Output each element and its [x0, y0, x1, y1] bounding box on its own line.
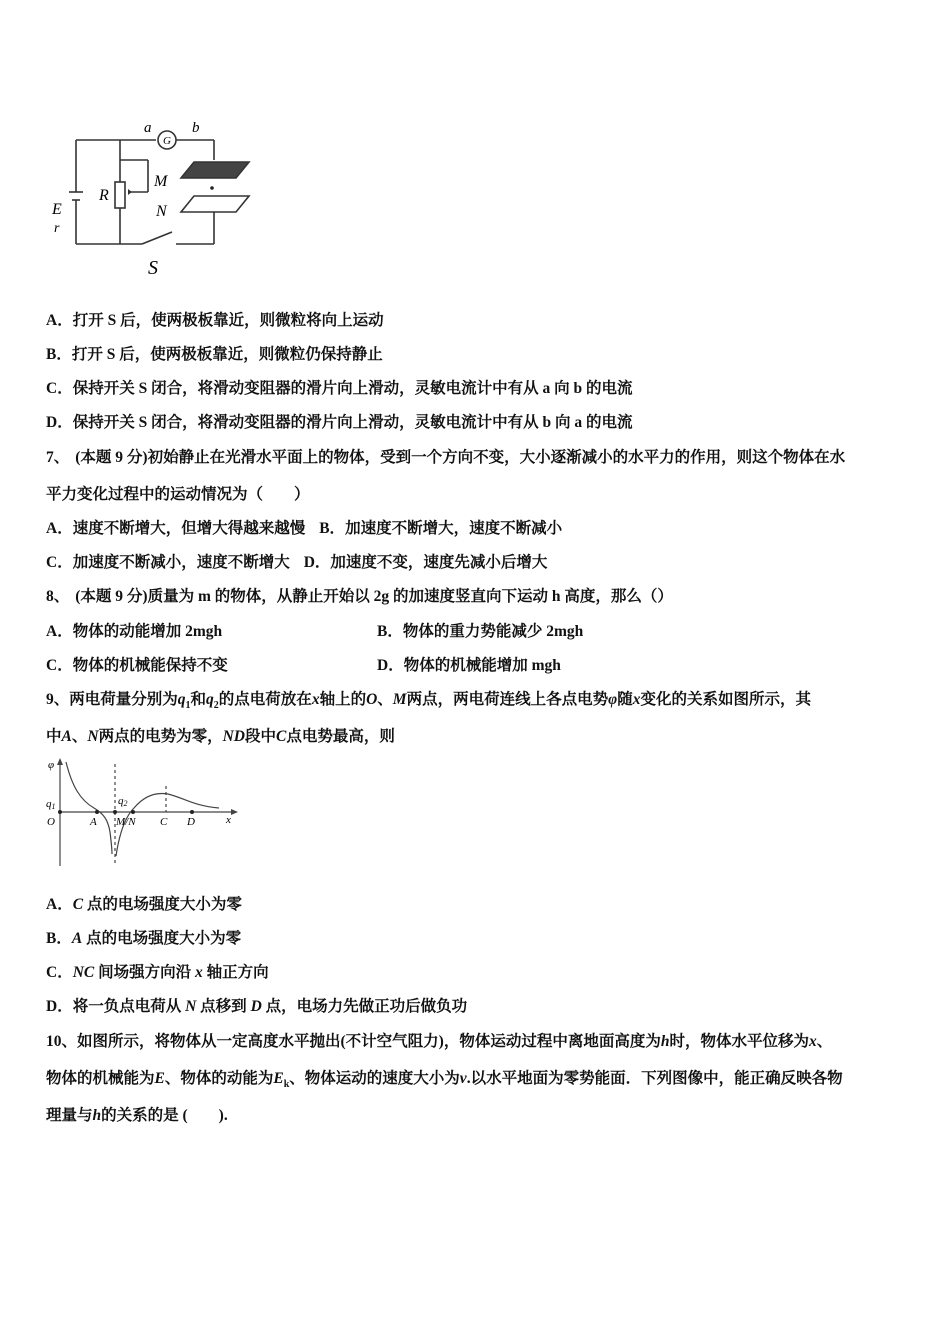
q6-option-d: D．保持开关 S 闭合，将滑动变阻器的滑片向上滑动，灵敏电流计中有从 b 向 a 的电流	[46, 414, 633, 431]
plate-n-label: N	[156, 203, 167, 220]
q2-label: q2	[118, 795, 128, 808]
point-c-label: C	[160, 816, 168, 828]
plate-m-label: M	[154, 173, 168, 190]
node-b-label: b	[192, 120, 200, 136]
q8-options-cd: C．物体的机械能保持不变 D．物体的机械能增加 mgh	[46, 657, 561, 674]
q7-options-cd: C．加速度不断减小，速度不断增大 D．加速度不变，速度先减小后增大	[46, 554, 548, 571]
q10-stem-line2: 物体的机械能为E、物体的动能为$E_k$、物体运动的速度大小为v.以水平地面为零势能面．下列图像中，能正确反映各物	[46, 1070, 843, 1091]
point-mn-label: M/N	[116, 816, 136, 828]
potential-graph	[44, 756, 244, 870]
point-d-label: D	[187, 816, 195, 828]
q6-option-a: A．打开 S 后，使两极板靠近，则微粒将向上运动	[46, 312, 384, 329]
point-a-label: A	[90, 816, 97, 828]
curve-left	[66, 762, 112, 854]
q8-options-ab: A．物体的动能增加 2mgh B．物体的重力势能减少 2mgh	[46, 623, 584, 640]
q6-option-b: B．打开 S 后，使两极板靠近，则微粒仍保持静止	[46, 346, 383, 363]
internal-resistance-label: r	[54, 221, 60, 236]
q7-stem-line2: 平力变化过程中的运动情况为（ ）	[46, 486, 310, 503]
q9-option-c: C．NC 间场强方向沿 x 轴正方向	[46, 964, 269, 981]
x-axis-label: x	[226, 814, 231, 826]
q10-stem-line1: 10、如图所示，将物体从一定高度水平抛出(不计空气阻力)，物体运动过程中离地面高度为h时，物体水平位移为x、	[46, 1033, 833, 1050]
q10-stem-line3: 理量与h的关系的是 ( ).	[46, 1107, 228, 1124]
q7-options-ab: A．速度不断增大，但增大得越来越慢 B．加速度不断增大，速度不断减小	[46, 520, 563, 537]
q9-stem-line1: 9、两电荷量分别为$q_1$和$q_2$的点电荷放在x轴上的O、M两点，两电荷连线上各点电势φ随x变化的关系如图所示，其	[46, 691, 811, 712]
circuit-diagram	[44, 112, 264, 280]
q8-stem: 8、 (本题 9 分)质量为 m 的物体，从静止开始以 2g 的加速度竖直向下运动 h 高度，那么（）	[46, 588, 673, 605]
q9-stem-line2: 中A、N两点的电势为零，ND段中C点电势最高，则	[46, 728, 395, 745]
node-a-label: a	[144, 120, 152, 136]
origin-label: O	[47, 816, 55, 828]
q9-option-a: A．C 点的电场强度大小为零	[46, 896, 242, 913]
switch-label: S	[148, 257, 158, 279]
phi-axis-label: φ	[48, 759, 55, 771]
emf-label: E	[52, 201, 62, 218]
q7-stem-line1: 7、 (本题 9 分)初始静止在光滑水平面上的物体，受到一个方向不变，大小逐渐减小的水平力的作用，则这个物体在水	[46, 449, 846, 466]
q9-option-b: B．A 点的电场强度大小为零	[46, 930, 242, 947]
q6-option-c: C．保持开关 S 闭合，将滑动变阻器的滑片向上滑动，灵敏电流计中有从 a 向 b 的电流	[46, 380, 633, 397]
resistor-label: R	[99, 187, 109, 204]
q9-option-d: D．将一负点电荷从 N 点移到 D 点，电场力先做正功后做负功	[46, 998, 468, 1015]
q1-label: q1	[46, 798, 56, 811]
galvanometer-label: G	[163, 135, 171, 147]
